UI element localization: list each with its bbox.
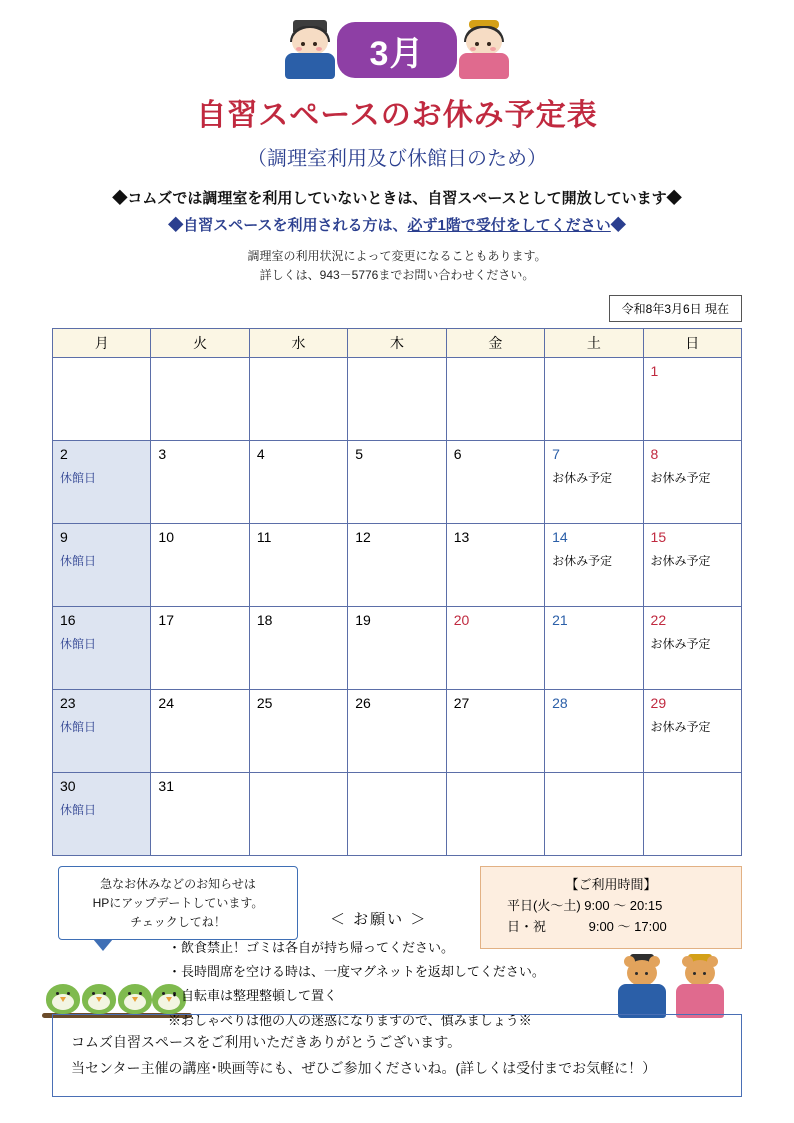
- day-number: 28: [552, 695, 568, 712]
- calendar-cell: [545, 524, 643, 607]
- calendar-cell: [53, 773, 151, 856]
- day-number: 4: [256, 446, 265, 463]
- calendar-cell: [643, 607, 741, 690]
- calendar-cell: [643, 773, 741, 856]
- calendar-cell: [545, 690, 643, 773]
- opening-hours-title: 【ご利用時間】: [565, 877, 657, 893]
- day-number: 23: [60, 695, 76, 712]
- day-number: 2: [60, 446, 68, 463]
- calendar-cell: [151, 690, 249, 773]
- day-number: 5: [355, 446, 364, 463]
- month-badge: 3月: [337, 22, 457, 78]
- day-number: 17: [158, 612, 174, 629]
- calendar-cell: [348, 773, 446, 856]
- header-badge-row: [0, 0, 794, 86]
- day-number: 16: [60, 612, 76, 629]
- calendar-cell: [151, 773, 249, 856]
- contact-note-line1: 調理室の利用状況によって変更になることもあります。: [247, 249, 547, 263]
- day-number: 24: [158, 695, 174, 712]
- calendar-week-row: [53, 607, 742, 690]
- day-number: 22: [650, 612, 667, 629]
- lead2-suffix: ◆: [610, 217, 626, 234]
- day-number: 19: [355, 612, 371, 629]
- hina-dolls-illustration: [616, 948, 736, 1018]
- calendar-cell: [151, 358, 249, 441]
- calendar-cell: [446, 358, 544, 441]
- day-number: 21: [552, 612, 568, 629]
- contact-note-line2: 詳しくは、943－5776までお問い合わせください。: [259, 268, 535, 283]
- calendar-cell: [446, 773, 544, 856]
- calendar-cell: [249, 607, 347, 690]
- calendar-cell: [249, 524, 347, 607]
- calendar-cell: [348, 358, 446, 441]
- day-number: 9: [60, 529, 68, 546]
- day-number: 10: [158, 529, 174, 546]
- calendar-body: [53, 358, 742, 856]
- day-number: 30: [60, 778, 76, 795]
- weekday-header-mon: 月: [53, 329, 151, 358]
- day-number: 26: [355, 695, 371, 712]
- calendar-cell: [249, 690, 347, 773]
- date-stamp: 令和8年3月6日 現在: [609, 295, 742, 322]
- weekday-header-sat: 土: [545, 329, 643, 358]
- footer-message-box: [52, 1014, 742, 1097]
- rule-item: ※おしゃべりは他の人の迷惑になりますので、慎みましょう※: [168, 1012, 532, 1028]
- weekday-header-fri: 金: [446, 329, 544, 358]
- day-number: 31: [158, 778, 174, 795]
- calendar-cell: [53, 441, 151, 524]
- day-number: 18: [256, 612, 273, 629]
- bird-icon: [82, 984, 116, 1014]
- calendar-week-row: [53, 441, 742, 524]
- calendar-cell: [545, 607, 643, 690]
- calendar-cell: [53, 358, 151, 441]
- calendar-cell: [249, 358, 347, 441]
- calendar-cell: [249, 773, 347, 856]
- calendar-week-row: [53, 358, 742, 441]
- calendar-cell: [53, 607, 151, 690]
- hina-cat-male-icon: [616, 954, 668, 1018]
- calendar-cell: [249, 441, 347, 524]
- calendar-cell: [643, 358, 741, 441]
- calendar-cell: [151, 524, 249, 607]
- lead2-underlined: 必ず1階で受付をしてください: [407, 217, 611, 234]
- rule-item: ・長時間席を空ける時は、一度マグネットを返却してください。: [168, 964, 545, 980]
- footer-line2: 当センター主催の講座･映画等にも、ぜひご参加くださいね。(詳しくは受付までお気軽に！）: [71, 1060, 657, 1077]
- calendar-cell: [151, 441, 249, 524]
- calendar-cell: [348, 607, 446, 690]
- calendar-cell: [53, 524, 151, 607]
- hina-doll-male-icon: [283, 20, 337, 80]
- weekday-header-wed: 水: [249, 329, 347, 358]
- calendar-cell: [151, 607, 249, 690]
- calendar-week-row: [53, 690, 742, 773]
- lead2-prefix: ◆自習スペースを利用される方は、: [168, 217, 408, 234]
- calendar-cell: [545, 773, 643, 856]
- day-number: 15: [650, 529, 667, 546]
- day-number: 11: [256, 529, 272, 546]
- day-number: 3: [158, 446, 167, 463]
- opening-hours-box: [480, 866, 742, 948]
- calendar-cell: [348, 690, 446, 773]
- calendar-cell: [446, 690, 544, 773]
- day-number: 25: [256, 695, 273, 712]
- day-number: 8: [650, 446, 659, 463]
- day-number: 6: [453, 446, 462, 463]
- bird-icon: [118, 984, 152, 1014]
- rule-item: ・飲食禁止！ゴミは各自が持ち帰ってください。: [168, 940, 455, 956]
- calendar-wrap: [0, 322, 794, 856]
- day-number: 29: [650, 695, 667, 712]
- hp-notice-speech-bubble: [58, 866, 298, 940]
- lead-text-primary: ◆コムズでは調理室を利用していないときは、自習スペースとして開放しています◆: [112, 190, 682, 207]
- calendar-cell: [643, 524, 741, 607]
- hp-notice-line1: 急なお休みなどのお知らせは: [100, 877, 256, 892]
- weekday-header-thu: 木: [348, 329, 446, 358]
- date-stamp-wrap: [0, 295, 794, 322]
- calendar-table: [52, 328, 742, 856]
- calendar-cell: [643, 441, 741, 524]
- calendar-cell: [545, 441, 643, 524]
- day-info: お休み予定: [552, 471, 613, 486]
- page-title: 自習スペースのお休み予定表: [196, 99, 598, 132]
- hp-notice-line2: HPにアップデートしています。: [92, 895, 264, 910]
- contact-note: [0, 247, 794, 285]
- day-info: お休み予定: [650, 720, 711, 735]
- calendar-week-row: [53, 773, 742, 856]
- rule-item: ・自転車は整理整頓して置く: [168, 988, 338, 1004]
- day-info: 休館日: [60, 803, 97, 818]
- calendar-header-row: [53, 329, 742, 358]
- footer-line1: コムズ自習スペースをご利用いただきありがとうございます。: [71, 1033, 462, 1050]
- day-info: 休館日: [60, 637, 97, 652]
- calendar-cell: [446, 607, 544, 690]
- calendar-cell: [446, 524, 544, 607]
- day-number: 27: [453, 695, 470, 712]
- opening-hours-holiday: 日・祝 9:00 ～ 17:00: [507, 918, 667, 934]
- opening-hours-weekday: 平日(火～土) 9:00 ～ 20:15: [507, 898, 663, 914]
- weekday-header-tue: 火: [151, 329, 249, 358]
- hp-notice-line3: チェックしてね！: [130, 914, 226, 929]
- calendar-cell: [643, 690, 741, 773]
- day-info: 休館日: [60, 720, 97, 735]
- day-info: お休み予定: [650, 637, 711, 652]
- day-info: お休み予定: [650, 554, 711, 569]
- bird-icon: [46, 984, 80, 1014]
- hina-cat-female-icon: [674, 954, 726, 1018]
- hina-doll-female-icon: [457, 20, 511, 80]
- day-number: 1: [650, 363, 659, 380]
- onegai-heading: ＜ お願い ＞: [330, 911, 428, 929]
- calendar-cell: [545, 358, 643, 441]
- day-info: お休み予定: [552, 554, 613, 569]
- day-number: 13: [453, 529, 470, 546]
- calendar-cell: [348, 524, 446, 607]
- calendar-cell: [348, 441, 446, 524]
- day-number: 14: [552, 529, 568, 546]
- day-number: 20: [453, 612, 470, 629]
- day-info: 休館日: [60, 471, 97, 486]
- day-number: 12: [355, 529, 371, 546]
- calendar-week-row: [53, 524, 742, 607]
- day-number: 7: [552, 446, 560, 463]
- lead-text-secondary: [0, 214, 794, 235]
- weekday-header-sun: 日: [643, 329, 741, 358]
- calendar-cell: [53, 690, 151, 773]
- calendar-cell: [446, 441, 544, 524]
- day-info: 休館日: [60, 554, 97, 569]
- day-info: お休み予定: [650, 471, 711, 486]
- page-subtitle: （調理室利用及び休館日のため）: [247, 148, 547, 170]
